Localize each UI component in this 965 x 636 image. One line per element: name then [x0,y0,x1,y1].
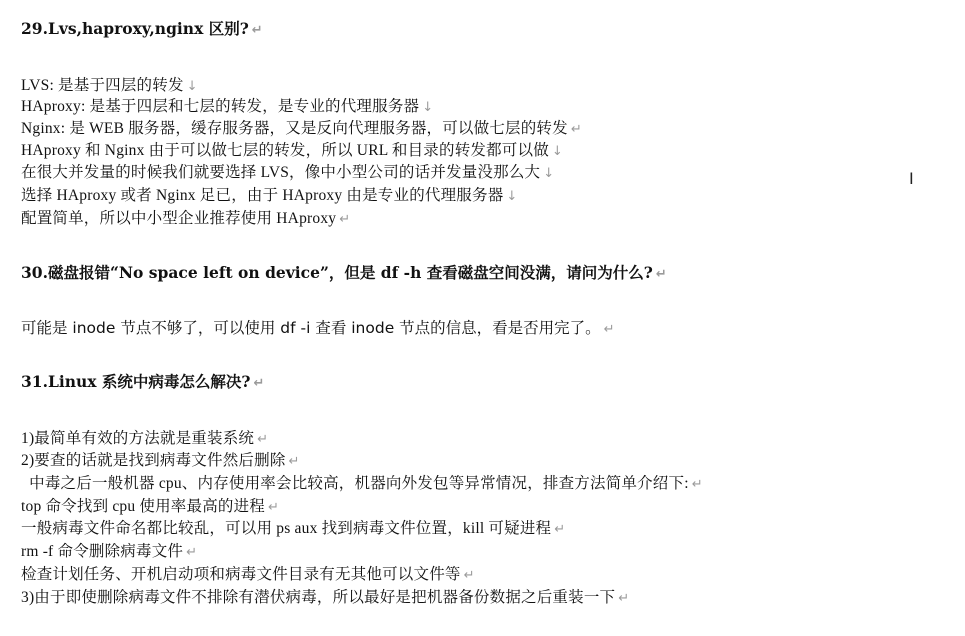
q31-line-5 [21,519,565,539]
q31-line-6 [21,542,197,562]
q31-line-7-text: 检查计划任务、开机启动项和病毒文件目录有无其他可以文件等 [21,566,461,583]
q30-answer-text: 可能是 inode 节点不够了，可以使用 df -i 查看 inode 节点的信息，看是否用完了。 [21,319,601,337]
q29-line-7 [21,209,350,229]
q29-line-2 [21,97,433,117]
question-29-heading [21,19,263,39]
line-break-icon: ↓ [551,144,563,159]
question-31-title: 31.Linux 系统中病毒怎么解决? [21,372,251,391]
q31-line-2-text: 2)要查的话就是找到病毒文件然后删除 [21,452,286,469]
q31-line-2 [21,451,300,471]
paragraph-mark-icon: ↵ [691,477,703,492]
line-break-icon: ↓ [543,166,555,181]
q30-answer [21,318,615,338]
question-30-heading [21,263,667,283]
q29-line-1-text: LVS: 是基于四层的转发 [21,77,184,94]
paragraph-mark-icon: ↵ [257,432,269,447]
line-break-icon: ↓ [506,189,518,204]
paragraph-mark-icon: ↵ [570,122,582,137]
question-30-title: 30.磁盘报错“No space left on device”，但是 df -h 查看磁盘空间没满，请问为什么? [21,263,653,282]
q31-line-8-text: 3)由于即使删除病毒文件不排除有潜伏病毒，所以最好是把机器备份数据之后重装一下 [21,589,616,606]
q31-line-4-text: top 命令找到 cpu 使用率最高的进程 [21,498,266,515]
q31-line-3 [21,474,703,494]
line-break-icon: ↓ [186,79,198,94]
paragraph-mark-icon: ↵ [463,568,475,583]
paragraph-mark-icon: ↵ [268,500,280,515]
paragraph-mark-icon: ↵ [554,522,566,537]
q31-line-8 [21,588,629,608]
q29-line-6-text: 选择 HAproxy 或者 Nginx 足已，由于 HAproxy 由是专业的代理服务器 [21,187,504,204]
q29-line-2-text: HAproxy: 是基于四层和七层的转发，是专业的代理服务器 [21,98,420,115]
q29-line-4 [21,141,563,161]
q31-line-1 [21,429,268,449]
q29-line-3 [21,119,582,139]
text-cursor-icon: I [909,169,914,188]
q31-line-6-text: rm -f 命令删除病毒文件 [21,543,184,560]
paragraph-mark-icon: ↵ [618,591,630,606]
question-31-heading [21,372,264,392]
paragraph-mark-icon: ↵ [339,212,351,227]
q31-line-4 [21,497,279,517]
q31-line-3-text: 中毒之后一般机器 cpu、内存使用率会比较高，机器向外发包等异常情况，排查方法简单介绍下: [21,475,689,492]
question-29-title: 29.Lvs,haproxy,nginx 区别? [21,19,249,38]
paragraph-mark-icon: ↵ [288,454,300,469]
paragraph-mark-icon: ↵ [655,267,667,282]
q29-line-6 [21,186,518,206]
q31-line-5-text: 一般病毒文件命名都比较乱，可以用 ps aux 找到病毒文件位置，kill 可疑进程 [21,520,552,537]
paragraph-mark-icon: ↵ [251,23,263,38]
q29-line-7-text: 配置简单，所以中小型企业推荐使用 HAproxy [21,210,337,227]
line-break-icon: ↓ [422,100,434,115]
q29-line-3-text: Nginx: 是 WEB 服务器，缓存服务器，又是反向代理服务器，可以做七层的转发 [21,120,568,137]
paragraph-mark-icon: ↵ [603,322,615,337]
q29-line-5-text: 在很大并发量的时候我们就要选择 LVS，像中小型公司的话并发量没那么大 [21,164,541,181]
q29-line-5 [21,163,554,183]
q31-line-7 [21,565,475,585]
q29-line-4-text: HAproxy 和 Nginx 由于可以做七层的转发，所以 URL 和目录的转发都可以做 [21,142,549,159]
paragraph-mark-icon: ↵ [253,376,265,391]
paragraph-mark-icon: ↵ [186,545,198,560]
q29-line-1 [21,76,198,96]
q31-line-1-text: 1)最简单有效的方法就是重装系统 [21,430,255,447]
